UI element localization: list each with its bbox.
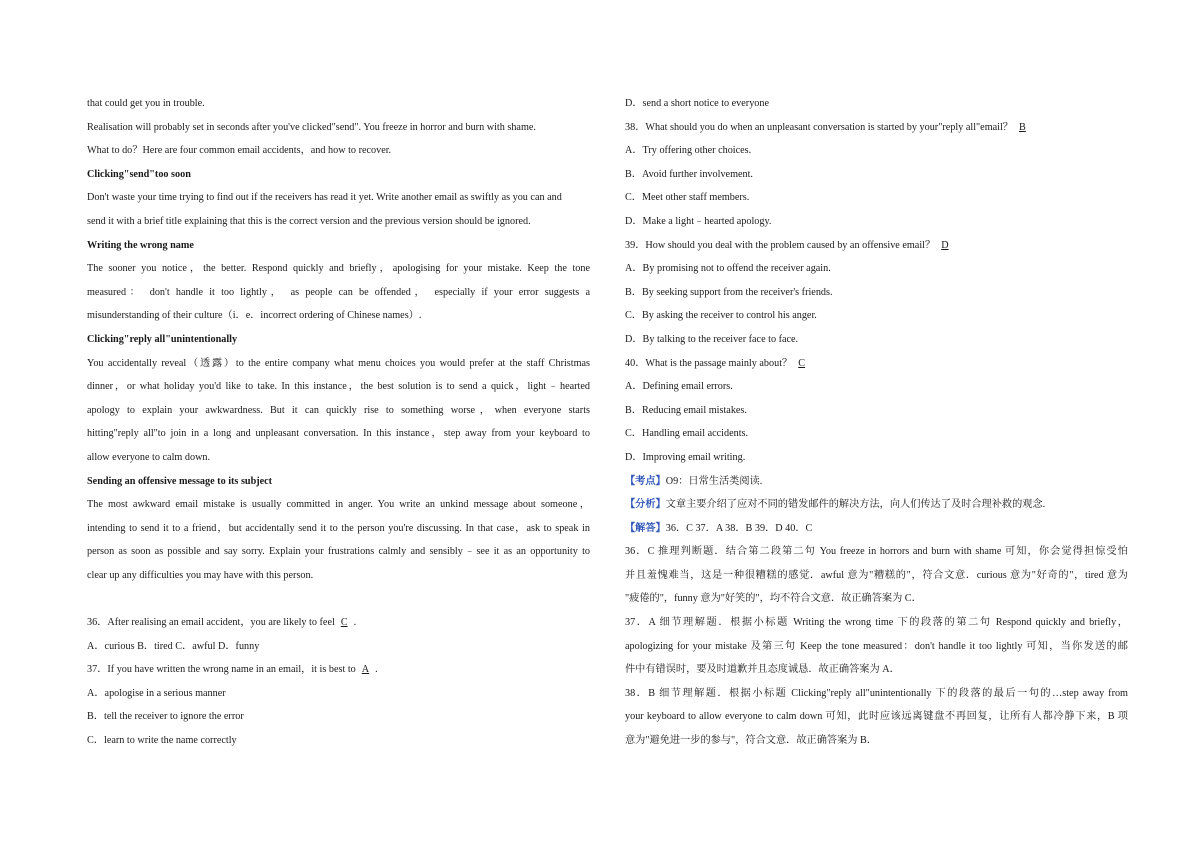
line-text: 并且羞愧难当，这是一种很糟糕的感觉．awful 意为"糟糕的"，符合文意．curious 意为"好奇的"，tired 意为 — [625, 569, 1128, 581]
right-column — [625, 92, 1128, 753]
line-text: A．Try offering other choices. — [625, 145, 752, 157]
line-text: 37．A 细节理解题．根据小标题 Writing the wrong time 下的段落的第二句 Respond quickly and briefly， — [625, 617, 1128, 629]
text-line — [87, 493, 590, 517]
line-text: A．apologise in a serious manner — [87, 687, 226, 699]
analysis-tag: 【考点】 — [625, 475, 666, 487]
text-line — [625, 281, 1128, 305]
text-line — [87, 517, 590, 541]
line-text: B．tell the receiver to ignore the error — [87, 711, 244, 723]
section-heading — [87, 328, 590, 352]
question-line — [87, 611, 590, 635]
line-text: C．learn to write the name correctly — [87, 735, 237, 747]
line-text: 意为"避免进一步的参与"，符合文意．故正确答案为 B． — [625, 735, 877, 747]
line-text: 36．C 37．A 38．B 39．D 40．C — [665, 522, 813, 534]
line-text: 38．B 细节理解题．根据小标题 Clicking"reply all"unintentionally 下的段落的最后一句的…step away from — [625, 687, 1128, 699]
text-line — [625, 540, 1128, 564]
text-line — [87, 564, 590, 588]
line-text: 36．C 推理判断题．结合第二段第二句 You freeze in horrors and burn with shame 可知，你会觉得担惊受怕 — [625, 546, 1128, 558]
line-text: C．Meet other staff members. — [625, 192, 750, 204]
analysis-tag: 【解答】 — [625, 522, 666, 534]
line-text: Clicking"reply all"unintentionally — [87, 333, 238, 345]
text-line — [625, 422, 1128, 446]
line-text: A．curious B．tired C．awful D．funny — [87, 640, 260, 652]
line-text: B．Avoid further involvement. — [625, 168, 753, 180]
question-line — [625, 116, 1128, 140]
text-line — [625, 635, 1128, 659]
section-heading — [87, 234, 590, 258]
section-heading — [87, 470, 590, 494]
line-text: 40．What is the passage mainly about？ — [625, 357, 793, 369]
text-line — [625, 92, 1128, 116]
line-text: "疲倦的"，funny 意为"好笑的"，均不符合文意．故正确答案为 C． — [625, 593, 922, 605]
text-line — [625, 446, 1128, 470]
text-line — [87, 116, 590, 140]
line-text: Clicking"send"too soon — [87, 168, 191, 180]
line-text: C．By asking the receiver to control his anger. — [625, 310, 817, 322]
text-line — [625, 163, 1128, 187]
line-text: D．Improving email writing. — [625, 451, 746, 463]
line-text: 38．What should you do when an unpleasant conversation is started by your"reply all"email？ — [625, 121, 1013, 133]
line-text: You accidentally reveal（透露）to the entire company what menu choices you would prefer at the staff Christmas — [87, 357, 590, 369]
line-end: . — [353, 617, 357, 629]
answer-blank: D — [941, 239, 949, 251]
text-line — [625, 139, 1128, 163]
section-heading — [87, 163, 590, 187]
answer-blank: B — [1019, 121, 1026, 133]
line-text: apology to explain your awkwardness. But it can quickly rise to something worse，when everyone starts — [87, 404, 590, 416]
line-text: The sooner you notice，the better. Respond quickly and briefly，apologising for your mistake. Keep the tone — [87, 263, 590, 275]
line-text: 39．How should you deal with the problem caused by an offensive email？ — [625, 239, 936, 251]
text-line — [87, 399, 590, 423]
text-line — [625, 611, 1128, 635]
line-text: Writing the wrong name — [87, 239, 194, 251]
text-line — [87, 375, 590, 399]
text-line — [625, 399, 1128, 423]
text-line — [87, 540, 590, 564]
line-text: hitting"reply all"to join in a long and unpleasant conversation. In this instance，step away from your keyboard to — [87, 428, 590, 440]
line-text: 36．After realising an email accident，you are likely to feel — [87, 617, 335, 629]
line-text: B．Reducing email mistakes. — [625, 404, 747, 416]
line-text: allow everyone to calm down. — [87, 451, 211, 463]
line-text: D．send a short notice to everyone — [625, 98, 769, 109]
text-line — [625, 493, 1128, 517]
question-line — [625, 352, 1128, 376]
line-text: C．Handling email accidents. — [625, 428, 749, 440]
left-column — [87, 92, 590, 753]
question-line — [625, 234, 1128, 258]
line-text: Sending an offensive message to its subject — [87, 475, 273, 487]
line-text: What to do？Here are four common email accidents，and how to recover. — [87, 145, 392, 157]
line-text: The most awkward email mistake is usually committed in anger. You write an unkind message about someone， — [87, 499, 590, 511]
question-line — [87, 658, 590, 682]
text-line — [87, 705, 590, 729]
text-line — [625, 186, 1128, 210]
line-text: your keyboard to allow everyone to calm down 可知，此时应该远离键盘不再回复，让所有人都冷静下来，B 项 — [625, 711, 1128, 723]
text-line — [87, 281, 590, 305]
text-line — [87, 352, 590, 376]
text-line — [87, 92, 590, 116]
text-line — [625, 705, 1128, 729]
line-text: A．By promising not to offend the receiver again. — [625, 263, 831, 275]
line-text: misunderstanding of their culture（i．e．incorrect ordering of Chinese names）. — [87, 310, 422, 322]
line-text: apologizing for your mistake 及第三句 Keep the tone measured：don't handle it too lightly 可知，当你发送的邮 — [625, 640, 1128, 652]
text-line — [625, 304, 1128, 328]
line-text: D．By talking to the receiver face to face. — [625, 333, 799, 345]
line-text: clear up any difficulties you may have with this person. — [87, 569, 314, 581]
text-line — [87, 139, 590, 163]
text-line — [625, 564, 1128, 588]
text-line — [87, 635, 590, 659]
line-text: dinner，or what holiday you'd like to take. In this instance，the best solution is to send a quick，light﹣hearted — [87, 381, 590, 393]
line-text: A．Defining email errors. — [625, 381, 733, 393]
text-line — [625, 658, 1128, 682]
line-text: that could get you in trouble. — [87, 98, 205, 109]
text-line — [87, 682, 590, 706]
line-text: measured： don't handle it too lightly， as people can be offended， especially if your error suggests a — [87, 286, 590, 298]
line-text: intending to send it to a friend，but accidentally send it to the person you're discussing. In that case，ask to speak in — [87, 522, 590, 534]
text-line — [625, 729, 1128, 753]
line-text: 件中有错误时，要及时道歉并且态度诚恳．故正确答案为 A． — [625, 664, 900, 676]
text-line — [87, 422, 590, 446]
text-line — [625, 682, 1128, 706]
line-text: Realisation will probably set in seconds after you've clicked"send". You freeze in horror and burn with shame. — [87, 121, 536, 133]
text-line — [625, 517, 1128, 541]
text-line — [87, 186, 590, 210]
line-text: person as soon as possible and say sorry. Explain your frustrations calmly and sensibly﹣see it as an opportunity to — [87, 546, 590, 558]
text-line — [87, 729, 590, 753]
text-line — [87, 257, 590, 281]
line-text: send it with a brief title explaining that this is the correct version and the previous version should be ignored. — [87, 215, 531, 227]
line-text: O9：日常生活类阅读. — [665, 475, 763, 487]
text-line — [625, 375, 1128, 399]
answer-blank: C — [798, 357, 806, 369]
line-end: . — [375, 664, 378, 676]
text-line — [87, 304, 590, 328]
answer-blank: C — [340, 617, 348, 629]
line-text: D．Make a light﹣hearted apology. — [625, 215, 772, 227]
text-line — [87, 210, 590, 234]
answer-blank: A — [361, 664, 370, 676]
text-line — [625, 210, 1128, 234]
text-line — [625, 328, 1128, 352]
text-line — [625, 470, 1128, 494]
analysis-tag: 【分析】 — [625, 499, 666, 511]
text-line — [625, 257, 1128, 281]
line-text: 文章主要介绍了应对不同的错发邮件的解决方法，向人们传达了及时合理补救的观念. — [665, 499, 1046, 511]
blank-line — [87, 587, 590, 611]
line-text: 37．If you have written the wrong name in an email，it is best to — [87, 664, 356, 676]
text-line — [625, 587, 1128, 611]
text-line — [87, 446, 590, 470]
line-text: Don't waste your time trying to find out if the receivers has read it yet. Write another email as swiftly as you can and — [87, 192, 562, 204]
line-text: B．By seeking support from the receiver's friends. — [625, 286, 833, 298]
